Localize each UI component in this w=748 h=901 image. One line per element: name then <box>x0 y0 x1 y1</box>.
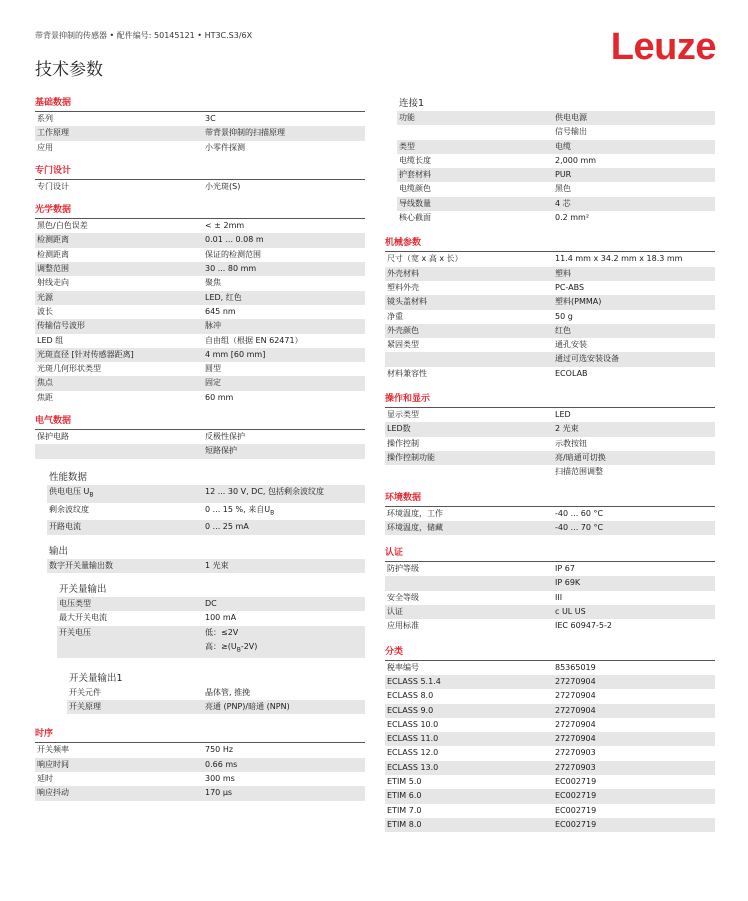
row-value: 170 µs <box>205 788 233 798</box>
row-value: 红色 <box>555 325 571 335</box>
table-row <box>397 111 715 125</box>
row-label: 显示类型 <box>387 410 419 420</box>
row-label: 传输信号波形 <box>37 321 85 331</box>
row-value: 0.2 mm² <box>555 213 590 223</box>
table-row <box>35 291 365 305</box>
row-value: 27270904 <box>555 719 596 729</box>
row-value: 反极性保护 <box>205 432 245 442</box>
table-row <box>35 743 365 757</box>
row-label <box>385 352 555 366</box>
row-value: 27270904 <box>555 676 596 686</box>
table-row <box>35 362 365 376</box>
row-label: 应用 <box>37 142 53 152</box>
table-row <box>397 211 715 225</box>
row-label: 净重 <box>387 311 403 321</box>
row-value: 0 ... 25 mA <box>205 522 249 532</box>
row-value: EC002719 <box>555 819 597 829</box>
row-label: 电压类型 <box>59 599 91 609</box>
row-value: 30 ... 80 mm <box>205 264 257 274</box>
row-value: 0.01 ... 0.08 m <box>205 235 264 245</box>
table-row <box>385 352 715 366</box>
section-title-operation: 操作和显示 <box>385 394 431 405</box>
table-row <box>385 338 715 352</box>
row-label: 功能 <box>399 113 415 122</box>
row-value: 亮通 (PNP)/暗通 (NPN) <box>205 702 290 712</box>
row-value: 50 g <box>555 311 573 321</box>
table-row <box>47 559 365 573</box>
row-label: 环境温度，工作 <box>387 508 443 518</box>
table-special <box>35 180 365 194</box>
table-row <box>385 775 715 789</box>
row-value: 27270904 <box>555 691 596 701</box>
row-label: 开关元件 <box>69 687 101 697</box>
row-label: 镜头盖材料 <box>387 297 427 307</box>
row-label: 焦距 <box>37 392 53 402</box>
row-value: -40 ... 70 °C <box>555 522 604 532</box>
section-title-mechanical: 机械参数 <box>385 238 422 249</box>
table-row <box>397 168 715 182</box>
row-value: 0.66 ms <box>205 759 238 769</box>
row-label: ECLASS 5.1.4 <box>387 676 441 686</box>
subhead-switch-output: 开关量输出 <box>59 584 107 596</box>
row-label: 核心截面 <box>399 213 431 223</box>
row-label: 外壳颜色 <box>387 325 419 335</box>
row-label: 系列 <box>37 114 53 123</box>
row-value: 4 mm [60 mm] <box>205 349 266 359</box>
table-row <box>397 154 715 168</box>
table-row <box>397 140 715 154</box>
row-value: 信号输出 <box>555 127 587 137</box>
row-value: IP 67 <box>555 564 575 574</box>
table-row <box>385 661 715 675</box>
row-value: 小零件探测 <box>205 142 245 152</box>
table-row <box>385 732 715 746</box>
table-row <box>385 295 715 309</box>
table-row <box>385 310 715 324</box>
table-row <box>385 718 715 732</box>
subhead-performance: 性能数据 <box>49 471 88 483</box>
table-row <box>385 704 715 718</box>
row-value: IP 69K <box>555 578 581 588</box>
row-value: 塑料(PMMA) <box>555 297 602 307</box>
row-label: 操作控制功能 <box>387 452 435 462</box>
table-row <box>35 233 365 247</box>
table-row <box>35 180 365 194</box>
subhead-connection-1: 连接1 <box>399 98 425 109</box>
table-row <box>35 276 365 290</box>
row-value: 100 mA <box>205 613 237 623</box>
table-row <box>35 348 365 362</box>
section-title-timing: 时序 <box>35 729 54 740</box>
row-value: 3C <box>205 114 216 123</box>
section-title-environment: 环境数据 <box>385 492 422 503</box>
row-value: 电缆 <box>555 141 571 151</box>
table-row <box>385 761 715 775</box>
table-row <box>385 804 715 818</box>
row-label: 导线数量 <box>399 198 431 208</box>
row-value: 通孔安装 <box>555 340 587 350</box>
row-value: EC002719 <box>555 805 597 815</box>
table-row <box>385 789 715 803</box>
row-label: 外壳材料 <box>387 268 419 278</box>
row-label: ETIM 8.0 <box>387 819 422 829</box>
table-row <box>57 626 365 640</box>
row-value: -40 ... 60 °C <box>555 508 604 518</box>
row-value: 0 ... 15 %, 来自$U_B$ <box>205 504 275 517</box>
table-row <box>385 521 715 535</box>
table-row <box>385 267 715 281</box>
section-title-optical: 光学数据 <box>35 205 72 216</box>
row-value: 27270904 <box>555 705 596 715</box>
row-value: 750 Hz <box>205 745 234 755</box>
row-value: 自由组（根据 EN 62471） <box>205 335 303 345</box>
row-value: 脉冲 <box>205 321 221 331</box>
row-label: 供电电压 $U_B$ <box>49 486 94 499</box>
row-value: 晶体管, 推挽 <box>205 687 251 697</box>
row-value: 低：≤2V <box>205 627 239 637</box>
table-mechanical <box>385 252 715 381</box>
table-switch-output-1 <box>35 686 365 715</box>
row-value: PC-ABS <box>555 282 585 292</box>
row-value: LED <box>555 410 571 420</box>
table-row <box>385 507 715 521</box>
row-label: 操作控制 <box>387 438 419 448</box>
row-value: 300 ms <box>205 773 235 783</box>
table-optical <box>35 219 365 405</box>
breadcrumb: 带背景抑制的传感器 • 配件编号: 50145121 • HT3C.S3/6X <box>35 31 253 40</box>
table-row <box>35 376 365 390</box>
row-label: 环境温度，储藏 <box>387 522 443 532</box>
table-performance <box>35 485 365 535</box>
table-switch-output <box>35 597 365 658</box>
table-row <box>35 126 365 140</box>
row-value: 12 ... 30 V, DC, 包括剩余波纹度 <box>205 486 325 496</box>
row-value: 高：$\ge(U_B-2V)$ <box>205 641 258 654</box>
table-row <box>35 112 365 126</box>
row-label: 工作原理 <box>37 128 69 138</box>
row-label: 类型 <box>399 141 415 151</box>
row-label: 电缆长度 <box>399 155 431 165</box>
table-classification <box>385 661 715 833</box>
table-row <box>35 319 365 333</box>
row-value: 供电电源 <box>555 113 587 122</box>
row-label: 防护等级 <box>387 564 419 574</box>
row-label: ETIM 6.0 <box>387 791 422 801</box>
row-value: 27270903 <box>555 762 596 772</box>
row-label: LED数 <box>387 424 411 434</box>
row-label: 认证 <box>387 607 403 617</box>
row-label: ETIM 5.0 <box>387 776 422 786</box>
table-row <box>57 597 365 611</box>
row-label: ECLASS 10.0 <box>387 719 439 729</box>
table-row <box>385 619 715 633</box>
row-label: 延时 <box>37 773 53 783</box>
row-value: 聚焦 <box>205 278 221 288</box>
row-value: < ± 2mm <box>205 221 245 231</box>
row-label: 开关原理 <box>69 702 101 712</box>
table-output <box>35 559 365 573</box>
row-value: 保证的检测范围 <box>205 249 261 259</box>
table-row <box>35 444 365 458</box>
row-label: ETIM 7.0 <box>387 805 422 815</box>
row-label: 响应抖动 <box>37 788 69 798</box>
table-row <box>385 324 715 338</box>
table-row <box>385 451 715 465</box>
page-title: 技术参数 <box>35 60 103 80</box>
row-label: 专门设计 <box>37 181 69 191</box>
right-column <box>385 97 715 832</box>
table-row <box>35 430 365 444</box>
table-row <box>397 125 715 139</box>
table-row <box>385 422 715 436</box>
row-label: ECLASS 8.0 <box>387 691 434 701</box>
table-row <box>385 252 715 266</box>
row-value: 1 光束 <box>205 560 229 570</box>
table-row <box>385 281 715 295</box>
row-label: 开关电压 <box>59 627 91 637</box>
row-label: 开关频率 <box>37 745 69 755</box>
row-value: DC <box>205 599 217 609</box>
row-label: 响应时间 <box>37 759 69 769</box>
row-value: 扫描范围调整 <box>555 467 603 477</box>
row-label: 最大开关电流 <box>59 613 107 623</box>
row-value: 黑色 <box>555 184 571 194</box>
table-timing <box>35 743 365 800</box>
table-row <box>35 248 365 262</box>
row-label: 光斑直径 [针对传感器距离] <box>37 349 134 359</box>
row-value: ECOLAB <box>555 368 588 378</box>
subhead-switch-output-1: 开关量输出1 <box>69 672 123 684</box>
table-environment <box>385 507 715 536</box>
row-value: 亮/暗通可切换 <box>555 452 606 462</box>
row-label: 护套材料 <box>399 170 431 180</box>
row-label <box>385 576 555 590</box>
table-row <box>35 219 365 233</box>
row-label: 光源 <box>37 292 53 302</box>
row-label: ECLASS 13.0 <box>387 762 439 772</box>
row-label: 应用标准 <box>387 621 419 631</box>
row-label: ECLASS 11.0 <box>387 734 439 744</box>
row-value: III <box>555 592 563 602</box>
row-value: 645 nm <box>205 306 236 316</box>
table-row <box>35 305 365 319</box>
row-label: 税率编号 <box>387 662 419 672</box>
row-label: 保护电路 <box>37 432 69 442</box>
table-row <box>67 700 365 714</box>
row-value: 2,000 mm <box>555 155 597 165</box>
table-row <box>385 367 715 381</box>
row-value: 带背景抑制的扫描原理 <box>205 128 285 138</box>
section-title-basic: 基础数据 <box>35 98 72 108</box>
row-label: 电缆颜色 <box>399 184 431 194</box>
table-row <box>385 689 715 703</box>
table-row <box>397 197 715 211</box>
row-label: 材料兼容性 <box>387 368 427 378</box>
row-label <box>397 125 555 139</box>
row-label <box>385 465 555 479</box>
table-row <box>385 605 715 619</box>
row-label: 焦点 <box>37 378 53 388</box>
row-value: 4 芯 <box>555 198 571 208</box>
row-label: 开路电流 <box>49 522 81 532</box>
table-row <box>385 408 715 422</box>
row-label: 光斑几何形状类型 <box>37 364 101 374</box>
table-row <box>35 141 365 155</box>
table-basic <box>35 112 365 155</box>
table-row <box>35 391 365 405</box>
row-value: 小光斑(S) <box>205 181 241 191</box>
table-row <box>47 503 365 521</box>
table-row <box>385 465 715 479</box>
table-row <box>57 640 365 658</box>
row-value: 通过可选安装设备 <box>555 354 619 364</box>
row-value: 85365019 <box>555 662 596 672</box>
row-label: ECLASS 12.0 <box>387 748 439 758</box>
table-row <box>385 746 715 760</box>
table-row <box>47 520 365 534</box>
section-title-electrical: 电气数据 <box>35 416 72 427</box>
table-connection <box>385 111 715 225</box>
section-title-classification: 分类 <box>385 646 404 657</box>
row-value: 短路保护 <box>205 446 237 456</box>
table-row <box>397 182 715 196</box>
row-value: 塑料 <box>555 268 571 278</box>
row-label: 紧固类型 <box>387 340 419 350</box>
row-value: IEC 60947-5-2 <box>555 621 612 631</box>
row-label: 尺寸（宽 x 高 x 长） <box>387 254 463 264</box>
row-value: EC002719 <box>555 791 597 801</box>
table-row <box>47 485 365 503</box>
row-value: 圆型 <box>205 364 221 374</box>
subhead-output: 输出 <box>49 545 69 557</box>
table-row <box>35 772 365 786</box>
row-label: 射线走向 <box>37 278 69 288</box>
row-label: LED 组 <box>37 335 64 345</box>
row-label: ECLASS 9.0 <box>387 705 434 715</box>
table-row <box>57 611 365 625</box>
row-value: 示教按钮 <box>555 438 587 448</box>
row-label: 安全等级 <box>387 592 419 602</box>
section-title-special: 专门设计 <box>35 165 72 176</box>
table-row <box>385 818 715 832</box>
leuze-logo: Leuze <box>610 26 716 68</box>
row-label: 调整范围 <box>37 264 69 274</box>
row-value: 27270904 <box>555 734 596 744</box>
row-label: 检测距离 <box>37 235 69 245</box>
row-label: 剩余波纹度 <box>49 504 89 514</box>
table-row <box>385 591 715 605</box>
row-value: 2 光束 <box>555 424 579 434</box>
row-label: 波长 <box>37 306 53 316</box>
table-row <box>385 675 715 689</box>
row-value: c UL US <box>555 607 586 617</box>
table-row <box>385 576 715 590</box>
table-row <box>67 686 365 700</box>
section-title-certification: 认证 <box>385 548 404 559</box>
row-label: 数字开关量输出数 <box>49 560 113 570</box>
row-value: 60 mm <box>205 392 234 402</box>
row-value: 27270903 <box>555 748 596 758</box>
table-row <box>385 562 715 576</box>
row-value: 11.4 mm x 34.2 mm x 18.3 mm <box>555 254 683 264</box>
row-label: 检测距离 <box>37 249 69 259</box>
left-column <box>35 95 365 801</box>
row-value: 固定 <box>205 378 221 388</box>
table-row <box>35 786 365 800</box>
row-value: LED, 红色 <box>205 292 242 302</box>
table-row <box>35 758 365 772</box>
table-row <box>385 437 715 451</box>
table-row <box>35 262 365 276</box>
table-operation <box>385 408 715 479</box>
row-value: PUR <box>555 170 572 180</box>
table-row <box>35 334 365 348</box>
table-certification <box>385 562 715 633</box>
row-label <box>35 444 205 458</box>
row-label: 黑色/白色误差 <box>37 221 88 231</box>
row-label: 塑料外壳 <box>387 282 419 292</box>
table-protection <box>35 430 365 459</box>
row-label <box>57 640 205 658</box>
row-value: EC002719 <box>555 776 597 786</box>
